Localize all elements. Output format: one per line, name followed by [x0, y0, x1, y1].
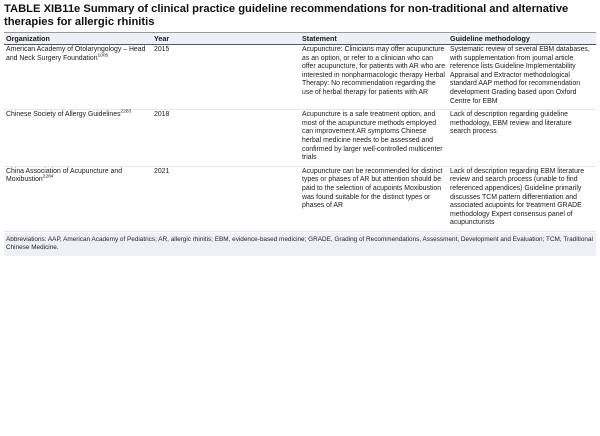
- org-name: American Academy of Otolaryngology – Head and Neck Surgery Foundation: [6, 46, 146, 62]
- cell-methodology: Lack of description regarding EBM literature review and search process (unable to find referenced appendices) Guideline primarily discusses TCM pattern differentiation and associated acupoints for treatment GRADE methodology Expert consensus panel of acupuncturists: [448, 166, 596, 231]
- guideline-table: [4, 32, 596, 232]
- table-title: TABLE XIB11e Summary of clinical practice guideline recommendations for non-traditional and alternative therapies for allergic rhinitis: [4, 3, 569, 28]
- cell-organization: [4, 166, 152, 231]
- org-name: China Association of Acupuncture and Moxibustion: [6, 167, 123, 184]
- table-row: [4, 110, 596, 167]
- table-footnote: Abbreviations: AAP, American Academy of Pediatrics; AR, allergic rhinitis; EBM, evidence-based medicine; GRADE, Grading of Recommendations, Assessment, Development and Evaluation; TCM, Traditional Chinese Medicine.: [4, 233, 596, 256]
- col-header-year: Year: [152, 33, 300, 45]
- cell-year: 2015: [152, 45, 300, 110]
- cell-year: 2021: [152, 166, 300, 231]
- col-header-methodology: Guideline methodology: [448, 33, 596, 45]
- cell-statement: Acupuncture: Clinicians may offer acupuncture as an option, or refer to a clinician who can offer acupuncture, for patients with AR who are interested in nonpharmacologic therapy Herbal Therapy: No recommendation regarding the use of herbal therapy for patients with AR: [300, 45, 448, 110]
- col-header-organization: Organization: [4, 33, 152, 45]
- col-header-statement: Statement: [300, 33, 448, 45]
- table-row: [4, 45, 596, 110]
- cell-methodology: Lack of description regarding guideline methodology, EBM review and literature search process: [448, 110, 596, 167]
- cell-organization: [4, 110, 152, 167]
- table-row: [4, 166, 596, 231]
- org-name: Chinese Society of Allergy Guidelines: [6, 111, 121, 119]
- reference-number: 1005: [97, 53, 109, 59]
- cell-methodology: Systematic review of several EBM databases, with supplementation from journal article reference lists Guideline Implementability Appraisal and Extractor methodological standard AAP method for recommendation development Grading based upon Oxford Centre for EBM: [448, 45, 596, 110]
- cell-statement: Acupuncture can be recommended for distinct types or phases of AR but attention should be paid to the selection of acupoints Moxibustion was found suitable for the distinct types or phases of AR: [300, 166, 448, 231]
- reference-number: 2283: [120, 109, 132, 115]
- cell-organization: [4, 45, 152, 110]
- cell-year: 2018: [152, 110, 300, 167]
- cell-statement: Acupuncture is a safe treatment option, and most of the acupuncture methods employed can improvement AR symptoms Chinese herbal medicine needs to be assessed and confirmed by larger well-controlled multicenter trials: [300, 110, 448, 167]
- header-row: [4, 33, 596, 45]
- reference-number: 2284: [42, 175, 54, 181]
